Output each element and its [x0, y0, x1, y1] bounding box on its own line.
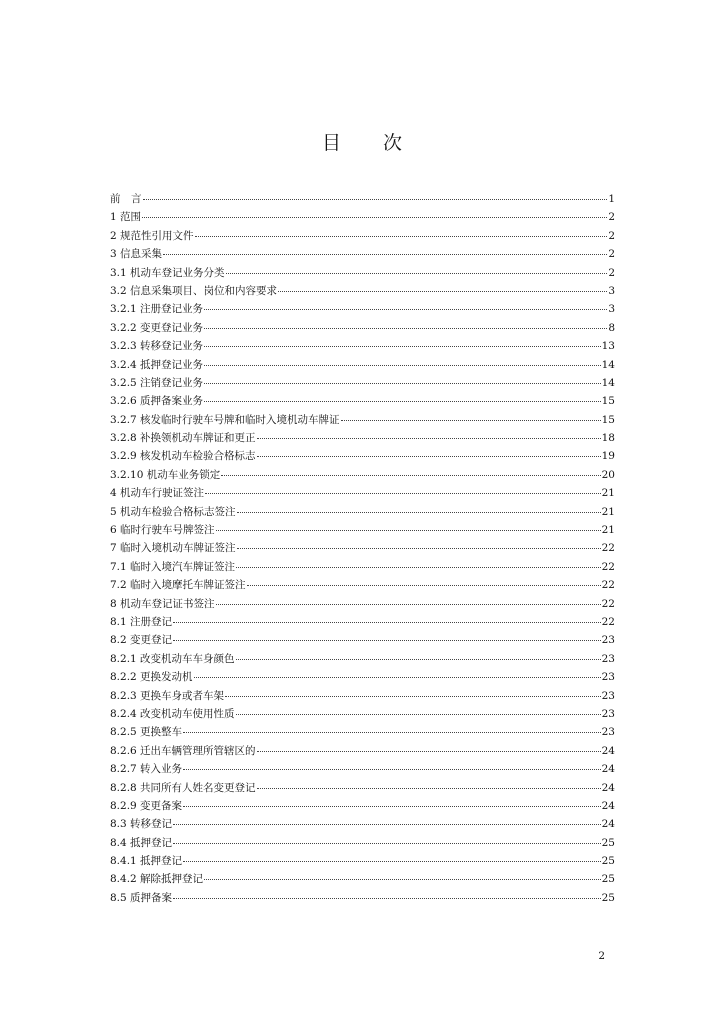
toc-dot-leader: [257, 455, 601, 457]
toc-entry[interactable]: [110, 374, 615, 392]
toc-entry-page: 23: [601, 652, 615, 665]
toc-entry-page: 21: [601, 487, 615, 500]
toc-entry-title: 6 临时行驶车号牌签注: [110, 524, 215, 537]
toc-dot-leader: [257, 787, 601, 789]
toc-entry[interactable]: [110, 227, 615, 245]
toc-entry-title: 3 信息采集: [110, 248, 163, 261]
toc-entry-page: 8: [608, 321, 615, 334]
toc-entry-page: 24: [601, 799, 615, 812]
toc-entry-title: 7.2 临时入境摩托车牌证签注: [110, 579, 246, 592]
toc-entry-title: 8.2.9 变更备案: [110, 799, 183, 812]
toc-entry-title: 8.2 变更登记: [110, 634, 173, 647]
toc-entry[interactable]: [110, 521, 615, 539]
toc-entry-title: 8.2.6 迁出车辆管理所管辖区的: [110, 744, 256, 757]
toc-entry[interactable]: [110, 466, 615, 484]
toc-dot-leader: [236, 713, 601, 715]
toc-entry-page: 24: [601, 763, 615, 776]
toc-entry-page: 2: [608, 248, 615, 261]
toc-entry[interactable]: [110, 668, 615, 686]
toc-entry[interactable]: [110, 576, 615, 594]
toc-entry-page: 14: [601, 376, 615, 389]
toc-dot-leader: [257, 437, 601, 439]
toc-dot-leader: [204, 878, 601, 880]
toc-dot-leader: [173, 842, 601, 844]
toc-entry[interactable]: [110, 779, 615, 797]
toc-dot-leader: [226, 272, 608, 274]
toc-entry[interactable]: [110, 300, 615, 318]
toc-entry[interactable]: [110, 705, 615, 723]
toc-entry-page: 22: [601, 560, 615, 573]
toc-entry[interactable]: [110, 760, 615, 778]
toc-entry-title: 8.1 注册登记: [110, 615, 173, 628]
toc-entry-page: 25: [601, 836, 615, 849]
toc-entry[interactable]: [110, 392, 615, 410]
toc-entry-title: 8 机动车登记证书签注: [110, 597, 215, 610]
toc-entry-page: 15: [601, 395, 615, 408]
toc-dot-leader: [183, 805, 601, 807]
toc-dot-leader: [257, 750, 601, 752]
toc-entry-page: 22: [601, 615, 615, 628]
toc-entry-page: 3: [608, 284, 615, 297]
toc-dot-leader: [205, 492, 601, 494]
toc-entry-title: 8.4 抵押登记: [110, 836, 173, 849]
toc-entry-title: 8.2.5 更换整车: [110, 726, 183, 739]
page-number: 2: [598, 950, 605, 962]
toc-entry-title: 3.2.6 质押备案业务: [110, 395, 204, 408]
toc-dot-leader: [183, 731, 601, 733]
toc-entry-title: 8.2.1 改变机动车车身颜色: [110, 652, 235, 665]
toc-dot-leader: [247, 584, 601, 586]
toc-entry[interactable]: [110, 723, 615, 741]
toc-entry-title: 2 规范性引用文件: [110, 229, 194, 242]
toc-dot-leader: [204, 308, 607, 310]
toc-entry-page: 20: [601, 468, 615, 481]
toc-entry[interactable]: [110, 613, 615, 631]
toc-dot-leader: [183, 860, 601, 862]
toc-dot-leader: [204, 400, 601, 402]
toc-entry-title: 3.1 机动车登记业务分类: [110, 266, 225, 279]
toc-entry[interactable]: [110, 595, 615, 613]
toc-entry-title: 8.4.1 抵押登记: [110, 855, 183, 868]
toc-entry[interactable]: [110, 282, 615, 300]
toc-dot-leader: [143, 198, 608, 200]
toc-entry-page: 18: [601, 432, 615, 445]
toc-entry[interactable]: [110, 356, 615, 374]
toc-entry-page: 24: [601, 781, 615, 794]
toc-entry-page: 15: [601, 413, 615, 426]
toc-dot-leader: [204, 382, 601, 384]
toc-dot-leader: [236, 658, 601, 660]
toc-entry-title: 3.2.1 注册登记业务: [110, 303, 204, 316]
toc-entry-title: 3.2.8 补换领机动车牌证和更正: [110, 432, 256, 445]
toc-entry-page: 2: [608, 266, 615, 279]
toc-dot-leader: [173, 897, 601, 899]
toc-entry[interactable]: [110, 834, 615, 852]
toc-entry-title: 3.2.3 转移登记业务: [110, 340, 204, 353]
toc-dot-leader: [216, 603, 601, 605]
toc-dot-leader: [221, 474, 600, 476]
toc-entry[interactable]: [110, 429, 615, 447]
toc-entry[interactable]: [110, 245, 615, 263]
toc-entry[interactable]: [110, 742, 615, 760]
toc-dot-leader: [236, 566, 601, 568]
toc-dot-leader: [216, 529, 601, 531]
toc-dot-leader: [163, 253, 607, 255]
toc-entry-page: 2: [608, 211, 615, 224]
toc-dot-leader: [183, 768, 601, 770]
toc-entry-page: 23: [601, 634, 615, 647]
toc-entry-title: 3.2.9 核发机动车检验合格标志: [110, 450, 256, 463]
toc-entry[interactable]: [110, 797, 615, 815]
toc-entry-title: 8.2.3 更换车身或者车架: [110, 689, 225, 702]
toc-dot-leader: [173, 639, 601, 641]
toc-entry-title: 3.2.5 注销登记业务: [110, 376, 204, 389]
toc-dot-leader: [204, 364, 601, 366]
toc-dot-leader: [341, 419, 601, 421]
toc-dot-leader: [237, 547, 601, 549]
toc-dot-leader: [225, 695, 601, 697]
toc-entry[interactable]: [110, 411, 615, 429]
toc-entry-title: 8.3 转移登记: [110, 818, 173, 831]
table-of-contents: [110, 190, 615, 907]
toc-entry-title: 8.2.7 转入业务: [110, 763, 183, 776]
toc-entry-title: 8.5 质押备案: [110, 891, 173, 904]
toc-entry-title: 4 机动车行驶证签注: [110, 487, 205, 500]
toc-dot-leader: [237, 511, 601, 513]
toc-entry-page: 19: [601, 450, 615, 463]
toc-entry-page: 22: [601, 597, 615, 610]
toc-entry-page: 21: [601, 524, 615, 537]
toc-entry[interactable]: [110, 503, 615, 521]
toc-entry[interactable]: [110, 319, 615, 337]
toc-entry[interactable]: [110, 870, 615, 888]
toc-entry-title: 8.2.4 改变机动车使用性质: [110, 707, 235, 720]
toc-entry-page: 23: [601, 689, 615, 702]
toc-entry-page: 23: [601, 726, 615, 739]
toc-dot-leader: [173, 823, 601, 825]
toc-dot-leader: [173, 621, 601, 623]
toc-entry-page: 13: [601, 340, 615, 353]
toc-dot-leader: [194, 676, 601, 678]
toc-entry-title: 8.4.2 解除抵押登记: [110, 873, 204, 886]
toc-entry-page: 1: [608, 193, 615, 205]
toc-entry-page: 14: [601, 358, 615, 371]
toc-entry-page: 24: [601, 744, 615, 757]
toc-entry-title: 8.2.2 更换发动机: [110, 671, 193, 684]
toc-entry-title: 3.2.7 核发临时行驶车号牌和临时入境机动车牌证: [110, 413, 340, 426]
toc-entry[interactable]: [110, 558, 615, 576]
toc-dot-leader: [204, 327, 607, 329]
toc-entry-page: 22: [601, 542, 615, 555]
toc-entry-page: 3: [608, 303, 615, 316]
toc-entry[interactable]: [110, 208, 615, 226]
toc-dot-leader: [142, 216, 607, 218]
toc-entry-title: 前 言: [110, 193, 142, 205]
toc-entry[interactable]: [110, 190, 615, 208]
toc-entry-title: 8.2.8 共同所有人姓名变更登记: [110, 781, 256, 794]
toc-dot-leader: [204, 345, 601, 347]
page-title: 目 次: [321, 132, 421, 154]
toc-entry[interactable]: [110, 852, 615, 870]
toc-entry-title: 5 机动车检验合格标志签注: [110, 505, 236, 518]
toc-entry[interactable]: [110, 484, 615, 502]
toc-entry-page: 21: [601, 505, 615, 518]
toc-entry-title: 3.2 信息采集项目、岗位和内容要求: [110, 284, 278, 297]
toc-dot-leader: [195, 235, 608, 237]
toc-entry[interactable]: [110, 687, 615, 705]
toc-entry[interactable]: [110, 650, 615, 668]
toc-entry[interactable]: [110, 815, 615, 833]
toc-entry-page: 25: [601, 855, 615, 868]
toc-entry-title: 3.2.10 机动车业务锁定: [110, 468, 221, 481]
toc-entry-page: 24: [601, 818, 615, 831]
toc-dot-leader: [278, 290, 607, 292]
toc-entry[interactable]: [110, 447, 615, 465]
toc-entry-page: 25: [601, 891, 615, 904]
toc-entry[interactable]: [110, 539, 615, 557]
toc-entry-title: 3.2.2 变更登记业务: [110, 321, 204, 334]
toc-entry[interactable]: [110, 631, 615, 649]
toc-entry-page: 23: [601, 671, 615, 684]
toc-entry-page: 23: [601, 707, 615, 720]
toc-entry-page: 25: [601, 873, 615, 886]
toc-entry[interactable]: [110, 264, 615, 282]
toc-entry-title: 1 范围: [110, 211, 142, 224]
toc-entry[interactable]: [110, 337, 615, 355]
toc-entry-page: 2: [608, 229, 615, 242]
toc-entry[interactable]: [110, 889, 615, 907]
toc-entry-page: 22: [601, 579, 615, 592]
toc-entry-title: 3.2.4 抵押登记业务: [110, 358, 204, 371]
toc-entry-title: 7.1 临时入境汽车牌证签注: [110, 560, 236, 573]
toc-entry-title: 7 临时入境机动车牌证签注: [110, 542, 236, 555]
